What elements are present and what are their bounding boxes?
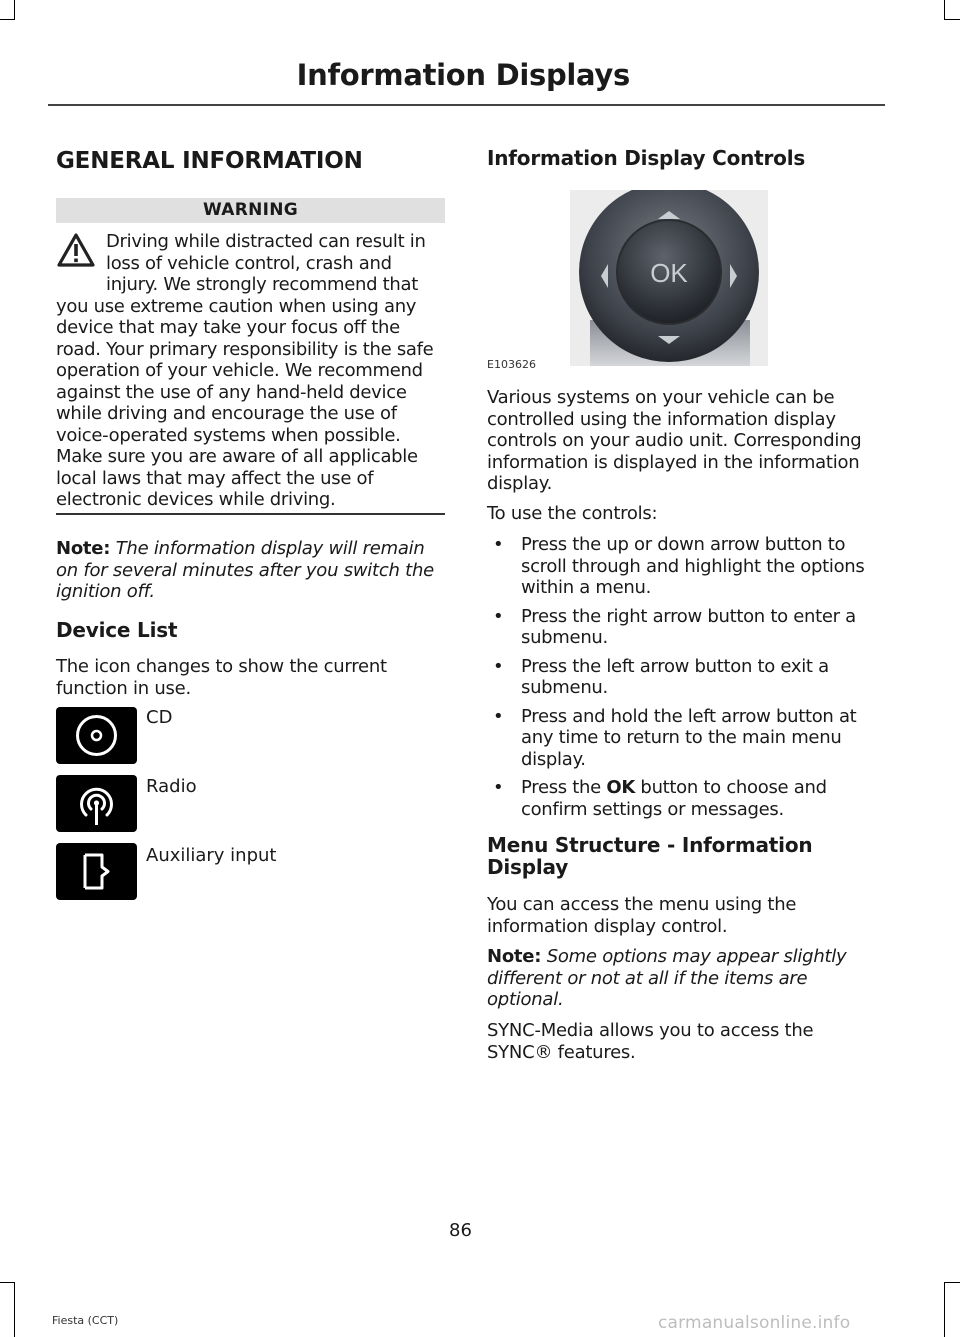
- note-paragraph: [56, 538, 448, 603]
- cd-disc-icon: [56, 707, 137, 764]
- ok-button-label: OK: [650, 258, 688, 288]
- warning-box: [56, 231, 448, 511]
- list-item-text: button to choose and confirm settings or messages.: [521, 777, 827, 820]
- sync-text: SYNC-Media allows you to access the SYNC® features.: [487, 1020, 814, 1063]
- crop-mark: [0, 19, 15, 20]
- controls-intro: Various systems on your vehicle can be controlled using the information display controls on your audio unit. Corresponding information is displayed in the information display.: [487, 387, 862, 494]
- page-header-title: Information Displays: [296, 58, 630, 92]
- controls-list: [487, 534, 882, 827]
- note-text: Some options may appear slightly different or not at all if the items are optional.: [487, 946, 847, 1010]
- list-item-text: Press and hold the left arrow button at any time to return to the main menu display.: [521, 705, 857, 770]
- warning-rule: [56, 513, 445, 515]
- header-rule: [48, 104, 885, 106]
- controls-title: Information Display Controls: [487, 146, 806, 170]
- ok-keyword: OK: [606, 777, 636, 798]
- list-item: • Press the OK button to choose and confirm settings or messages.: [493, 777, 827, 820]
- note-label: Note:: [56, 538, 111, 559]
- crop-mark: [944, 19, 960, 20]
- list-item: • Press the left arrow button to exit a submenu.: [493, 655, 829, 698]
- page-number: 86: [449, 1220, 472, 1241]
- menu-structure-title: Menu Structure - Information Display: [487, 833, 813, 879]
- to-use-line: To use the controls:: [487, 503, 658, 524]
- aux-input-icon: [56, 843, 137, 900]
- list-item-text: Press the right arrow button to enter a submenu.: [521, 605, 856, 648]
- list-item-text: Press the: [521, 777, 607, 798]
- list-item-text: Press the left arrow button to exit a submenu.: [521, 655, 829, 698]
- device-label-radio: Radio: [146, 776, 197, 797]
- radio-antenna-icon: [56, 775, 137, 832]
- note-label: Note:: [487, 946, 542, 967]
- device-label-cd: CD: [146, 707, 173, 728]
- list-item-text: Press the up or down arrow button to scroll through and highlight the options within a menu.: [521, 534, 865, 598]
- crop-mark: [14, 1282, 15, 1337]
- crop-mark: [944, 1282, 960, 1283]
- list-item: • Press the up or down arrow button to scroll through and highlight the options within a menu.: [493, 534, 865, 598]
- list-item: • Press the right arrow button to enter a submenu.: [493, 605, 856, 648]
- device-label-aux: Auxiliary input: [146, 845, 277, 866]
- warning-triangle-icon: [56, 231, 106, 285]
- warning-text: Driving while distracted can result in loss of vehicle control, crash and injury. We strongly recommend that you use extreme caution when using any device that may take your focus off the road. Your primary responsibility is the safe operation of your vehicle. We recommend against the use of any hand-held device while driving and encourage the use of voice-operated systems when possible. Make sure you are aware of all applicable local laws that may affect the use of electronic devices while driving.: [56, 231, 434, 510]
- crop-mark: [944, 0, 945, 20]
- model-footer: Fiesta (CCT): [52, 1314, 119, 1327]
- crop-mark: [944, 1282, 945, 1337]
- device-list-title: Device List: [56, 618, 178, 642]
- menu-intro: You can access the menu using the information display control.: [487, 894, 797, 937]
- crop-mark: [0, 1282, 15, 1283]
- list-item: • Press and hold the left arrow button at any time to return to the main menu display.: [493, 705, 857, 770]
- warning-heading: WARNING: [56, 198, 445, 223]
- note-text: The information display will remain on for several minutes after you switch the ignition off.: [56, 538, 434, 602]
- image-code: E103626: [487, 358, 536, 371]
- note-paragraph-2: [487, 946, 882, 1011]
- watermark: carmanualsonline.info: [658, 1313, 851, 1333]
- crop-mark: [14, 0, 15, 20]
- section-title: GENERAL INFORMATION: [56, 148, 363, 174]
- device-list-intro: The icon changes to show the current function in use.: [56, 656, 387, 699]
- control-pad-image: [570, 190, 768, 366]
